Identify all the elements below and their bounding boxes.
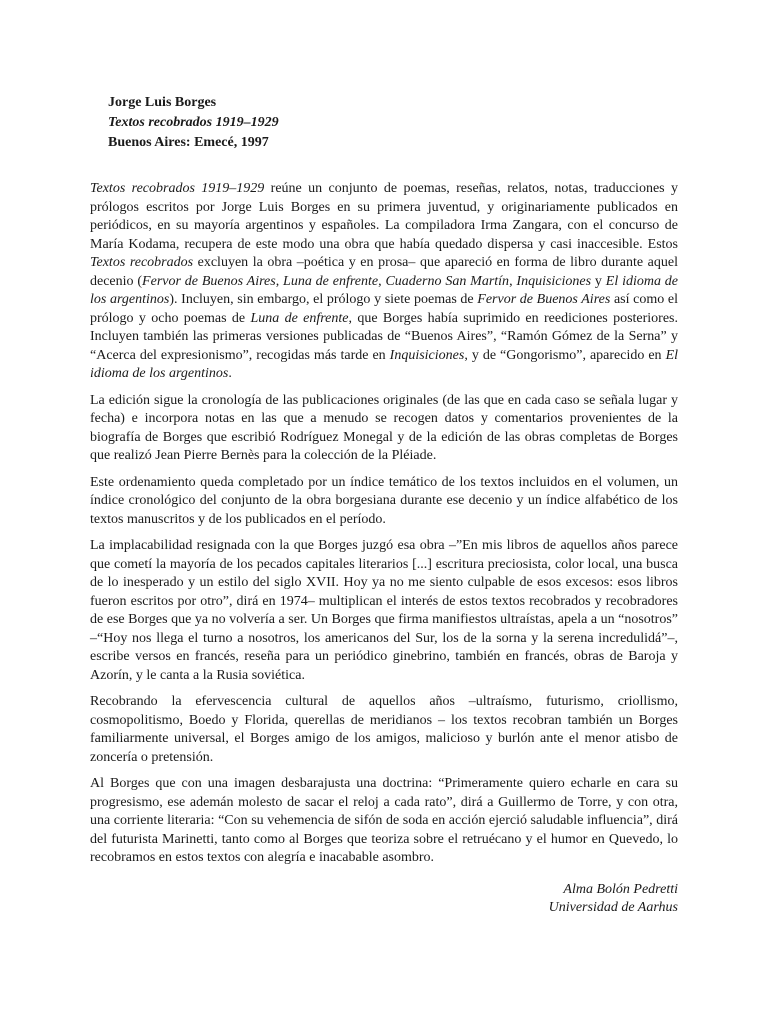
signature-block — [90, 881, 678, 918]
italic-text: Textos recobrados — [90, 255, 194, 270]
italic-text: Cuaderno San Martín — [385, 273, 510, 289]
reviewer-affiliation: Universidad de Aarhus — [548, 900, 678, 915]
bibliographic-header — [108, 93, 279, 153]
italic-text: Luna de enfrente — [250, 310, 349, 326]
review-paragraph — [90, 693, 678, 767]
review-paragraph — [90, 180, 678, 384]
review-body — [90, 180, 678, 918]
paragraph-text: . — [228, 366, 232, 381]
italic-text: El idioma de los argentinos — [90, 347, 679, 381]
paragraph-text: , y de “Gongorismo”, aparecido en — [464, 347, 666, 363]
book-publication: Buenos Aires: Emecé, 1997 — [108, 135, 269, 150]
book-title: Textos recobrados 1919–1929 — [108, 115, 279, 130]
paragraph-text: , que Borges había suprimido en reediciones posteriores. Incluyen también las primeras versiones publicadas de “Buenos Aires”, “Ramón Gómez de la Serna” y “Acerca del expresionismo”, recogidas más tarde en — [90, 310, 678, 363]
review-paragraphs — [90, 180, 678, 868]
paragraph-text: La implacabilidad resignada con la que Borges juzgó esa obra –”En mis libros de aquellos años parece que cometí la mayoría de los pecados capitales literarios [...] escritura preciosista, color local, una busca de lo inesperado y un estilo del siglo XVII. Hoy ya no me siento culpable de esos excesos: esos libros fueron escritos por otro”, dirá en 1974– multiplican el interés de estos textos recobrados y recobradores de ese Borges que ya no volvería a ser. Un Borges que firma manifiestos ultraístas, apela a un “nosotros” –“Hoy nos llega el turno a nosotros, los americanos del Sur, los de la sorna y la serena incredulidá”–, escribe versos en francés, reseña para un periódico ginebrino, también en francés, obras de Baroja y Azorín, y le canta a la Rusia soviética. — [90, 538, 678, 683]
italic-text: Fervor de Buenos Aires — [142, 273, 276, 289]
paragraph-text: La edición sigue la cronología de las publicaciones originales (de las que en cada caso se señala lugar y fecha) e incorpora notas en las que a menudo se recogen datos y comentarios provenientes de la biografía de Borges que escribió Rodríguez Monegal y de la edición de las obras completas de Borges que realizó Jean Pierre Bernès para la colección de la Pléiade. — [90, 392, 678, 463]
italic-text: El idioma de los argentinos — [90, 273, 679, 307]
italic-text: Textos recobrados 1919–1929 — [90, 181, 265, 196]
review-paragraph — [90, 775, 678, 868]
paragraph-text: así como el prólogo y ocho poemas de — [90, 292, 678, 326]
paragraph-text: reúne un conjunto de poemas, reseñas, relatos, notas, traducciones y prólogos escritos por Jorge Luis Borges en su primera juventud, y originariamente publicados en periódicos, en su mayoría argentinos y españoles. La compiladora Irma Zangara, con el concurso de María Kodama, recupera de este modo una obra que había quedado dispersa y casi inaccesible. Estos — [90, 181, 678, 252]
paragraph-text: Este ordenamiento queda completado por un índice temático de los textos incluidos en el volumen, un índice cronológico del conjunto de la obra borgesiana durante ese decenio y un índice alfabético de los textos manuscritos y de los publicados en el período. — [90, 474, 678, 527]
paragraph-text: , — [378, 273, 386, 289]
review-paragraph — [90, 537, 678, 685]
paragraph-text: y — [591, 273, 606, 289]
paragraph-text: excluyen la obra –poética y en prosa– que apareció en forma de libro durante aquel decenio ( — [90, 255, 678, 289]
review-paragraph — [90, 474, 678, 530]
paragraph-text: Al Borges que con una imagen desbarajusta una doctrina: “Primeramente quiero echarle en cara su progresismo, ese ademán molesto de sacar el reloj a cada rato”, dirá a Guillermo de Torre, y con otra, una corriente literaria: “Con su vehemencia de sifón de soda en acción ejerció saludable influencia”, dirá del futurista Marinetti, tanto como al Borges que teoriza sobre el retruécano y el humor en Quevedo, lo recobramos en estos textos con alegría e inacabable asombro. — [90, 776, 678, 865]
paragraph-text: Recobrando la efervescencia cultural de aquellos años –ultraísmo, futurismo, criollismo, cosmopolitismo, Boedo y Florida, querellas de meridianos – los textos recobran también un Borges familiarmente universal, el Borges amigo de los amigos, malicioso y burlón ante el menor atisbo de zoncería o pretensión. — [90, 694, 678, 765]
italic-text: Luna de enfrente — [283, 273, 379, 289]
italic-text: Inquisiciones — [389, 347, 465, 363]
paragraph-text: ). Incluyen, sin embargo, el prólogo y siete poemas de — [169, 292, 478, 307]
italic-text: Inquisiciones — [516, 273, 592, 289]
reviewer-name: Alma Bolón Pedretti — [563, 881, 678, 897]
paragraph-text: , — [509, 273, 517, 289]
italic-text: Fervor de Buenos Aires — [477, 292, 611, 307]
paragraph-text: , — [275, 273, 284, 289]
book-author: Jorge Luis Borges — [108, 95, 217, 110]
review-paragraph — [90, 392, 678, 466]
